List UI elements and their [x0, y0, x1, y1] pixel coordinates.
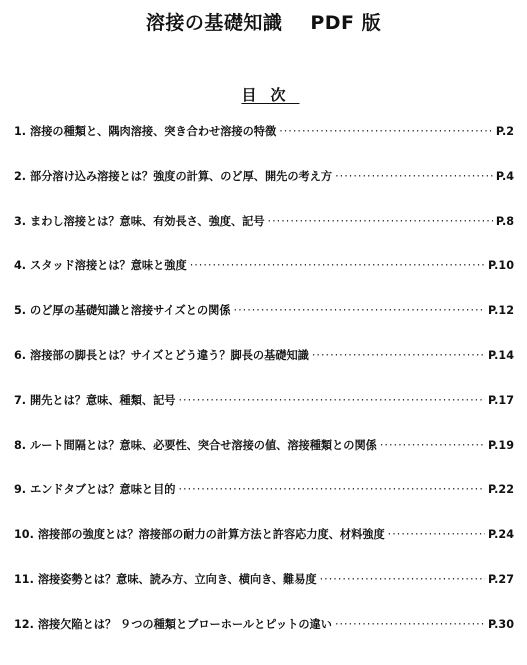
- toc-entry-number: 3.: [14, 214, 27, 228]
- toc-entry-number: 11.: [14, 572, 34, 586]
- toc-entry-text: 溶接欠陥とは？ ９つの種類とブローホールとピットの違い: [37, 617, 332, 631]
- toc-entry-7[interactable]: [14, 392, 514, 437]
- toc-leader-dots: [335, 170, 493, 183]
- toc-entry-number: 6.: [14, 348, 27, 362]
- toc-entry-10[interactable]: [14, 526, 514, 571]
- document-title-suffix: PDF 版: [310, 12, 382, 34]
- toc-entry-page: P.22: [488, 483, 514, 497]
- toc-leader-dots: [190, 259, 485, 272]
- toc-entry-page: P.17: [488, 393, 514, 407]
- toc-entry-number: 1.: [14, 125, 27, 138]
- toc-entry-number: 7.: [14, 393, 27, 407]
- toc-entry-page: P.19: [488, 438, 514, 452]
- toc-entry-text: エンドタブとは？意味と目的: [30, 483, 176, 497]
- toc-entry-page: P.4: [495, 169, 514, 183]
- toc-entry-number: 9.: [14, 483, 27, 497]
- toc-entry-text: 開先とは？意味、種類、記号: [30, 393, 176, 407]
- toc-leader-dots: [179, 483, 486, 496]
- toc-entry-text: 溶接部の強度とは？溶接部の耐力の計算方法と許容応力度、材料強度: [37, 528, 385, 542]
- toc-entry-9[interactable]: [14, 481, 514, 526]
- toc-entry-1[interactable]: [14, 123, 514, 168]
- toc-entry-3[interactable]: [14, 213, 514, 258]
- toc-leader-dots: [234, 304, 486, 317]
- toc-entry-page: P.24: [488, 528, 514, 542]
- toc-entry-text: 溶接の種類と、隅肉溶接、突き合わせ溶接の特徴: [30, 125, 277, 138]
- toc-entry-number: 12.: [14, 617, 34, 631]
- toc-entry-number: 2.: [14, 169, 27, 183]
- toc-entry-number: 4.: [14, 259, 27, 273]
- toc-leader-dots: [268, 215, 493, 228]
- document-title: [0, 8, 527, 35]
- toc-entry-page: P.12: [488, 304, 514, 318]
- table-of-contents: [14, 123, 514, 661]
- toc-entry-6[interactable]: [14, 347, 514, 392]
- toc-entry-page: P.8: [495, 214, 514, 228]
- toc-leader-dots: [380, 439, 485, 452]
- toc-entry-number: 8.: [14, 438, 27, 452]
- toc-heading-label: 目次: [241, 86, 300, 104]
- toc-leader-dots: [312, 349, 485, 362]
- toc-entry-2[interactable]: [14, 168, 514, 213]
- toc-entry-text: ルート間隔とは？意味、必要性、突合せ溶接の値、溶接種類との関係: [30, 438, 377, 452]
- toc-entry-text: 部分溶け込み溶接とは？強度の計算、のど厚、開先の考え方: [30, 169, 333, 183]
- toc-entry-page: P.30: [488, 617, 514, 631]
- toc-entry-4[interactable]: [14, 257, 514, 302]
- toc-leader-dots: [320, 573, 485, 586]
- toc-entry-5[interactable]: [14, 302, 514, 347]
- toc-entry-text: まわし溶接とは？意味、有効長さ、強度、記号: [30, 214, 265, 228]
- toc-entry-text: スタッド溶接とは？意味と強度: [30, 259, 187, 273]
- toc-entry-page: P.27: [488, 572, 514, 586]
- toc-entry-text: のど厚の基礎知識と溶接サイズとの関係: [30, 304, 231, 318]
- toc-entry-11[interactable]: [14, 571, 514, 616]
- document-title-main: 溶接の基礎知識: [145, 12, 283, 34]
- toc-entry-page: P.14: [488, 348, 514, 362]
- toc-entry-page: P.10: [488, 259, 514, 273]
- toc-entry-text: 溶接姿勢とは？意味、読み方、立向き、横向き、難易度: [37, 572, 317, 586]
- toc-leader-dots: [279, 125, 493, 138]
- toc-entry-text: 溶接部の脚長とは？サイズとどう違う？脚長の基礎知識: [30, 348, 309, 362]
- toc-entry-8[interactable]: [14, 437, 514, 482]
- toc-entry-number: 5.: [14, 304, 27, 318]
- toc-leader-dots: [388, 528, 485, 541]
- toc-entry-12[interactable]: [14, 616, 514, 661]
- toc-entry-number: 10.: [14, 528, 34, 542]
- toc-heading: [0, 84, 527, 105]
- toc-leader-dots: [179, 394, 486, 407]
- toc-entry-page: P.2: [495, 125, 514, 138]
- toc-leader-dots: [335, 618, 485, 631]
